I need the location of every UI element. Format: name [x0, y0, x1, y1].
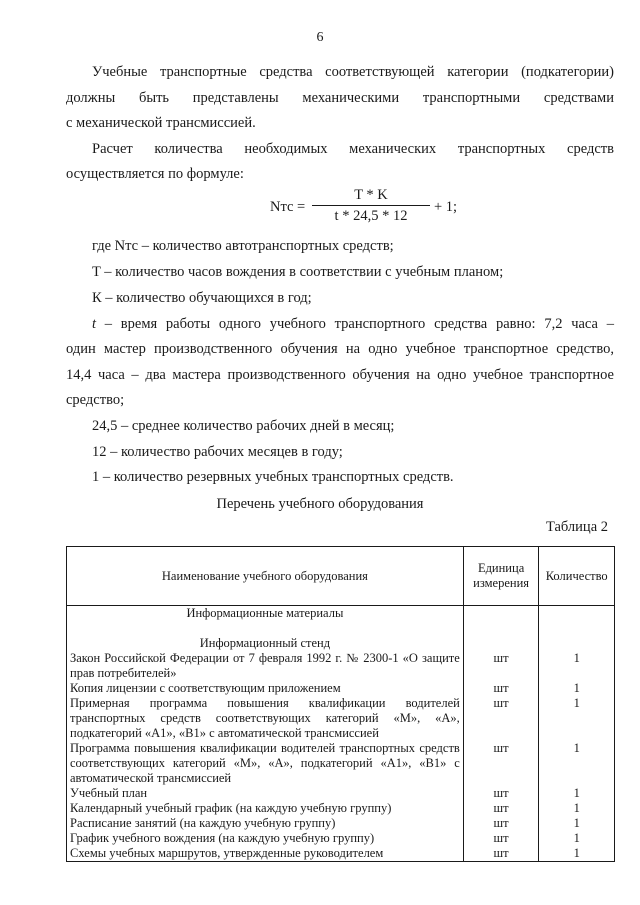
- row-qty: 1: [573, 831, 580, 845]
- row-unit: шт: [493, 801, 509, 815]
- row-qty: 1: [573, 696, 580, 710]
- unit-column-cell: [463, 606, 539, 862]
- definition-t-time-line-4: средство;: [66, 392, 125, 408]
- row-unit: шт: [493, 846, 509, 860]
- paragraph-1-line-2: должны быть представлены механическими транспортными средствами: [66, 90, 614, 106]
- formula-fraction: [312, 186, 430, 225]
- paragraph-2-line-2: осуществляется по формуле:: [66, 166, 244, 182]
- section-title: Информационные материалы: [186, 606, 344, 620]
- paragraph-1-line-3: с механической трансмиссией.: [66, 115, 256, 131]
- row-name: Календарный учебный график (на каждую учебную группу): [70, 801, 392, 815]
- formula-denominator: t * 24,5 * 12: [334, 208, 408, 224]
- header-quantity: Количество: [539, 547, 615, 606]
- row-unit: шт: [493, 831, 509, 845]
- definition-t-time-text: – время работы одного учебного транспортного средства равно: 7,2 часа –: [96, 316, 614, 332]
- row-unit: шт: [493, 741, 509, 755]
- row-name: График учебного вождения (на каждую учебную группу): [70, 831, 375, 845]
- section-spacer: [70, 621, 460, 636]
- row-name: Учебный план: [70, 786, 148, 800]
- formula: [270, 186, 470, 230]
- table-section-cell: [67, 606, 464, 862]
- row-name: Копия лицензии с соответствующим приложением: [70, 681, 341, 695]
- row-name: Схемы учебных маршрутов, утвержденные руководителем: [70, 846, 384, 860]
- row-unit: шт: [493, 816, 509, 830]
- formula-lhs: Nтс =: [270, 199, 306, 215]
- row-unit: шт: [493, 681, 509, 695]
- header-unit: [463, 547, 539, 606]
- row-qty: 1: [573, 816, 580, 830]
- table-number: Таблица 2: [545, 519, 608, 535]
- row-unit: шт: [493, 696, 509, 710]
- paragraph-2-line-1: Расчет количества необходимых механических транспортных средств: [92, 141, 614, 157]
- definition-reserve: 1 – количество резервных учебных транспортных средств.: [92, 469, 454, 485]
- definition-t-hours: T – количество часов вождения в соответствии с учебным планом;: [92, 264, 504, 280]
- definition-ntc: где Nтс – количество автотранспортных средств;: [92, 238, 394, 254]
- header-unit-line-1: Единица: [477, 561, 525, 575]
- row-name: Закон Российской Федерации от 7 февраля 1992 г. № 2300-1 «О защите прав потребителей»: [70, 651, 460, 680]
- row-qty: 1: [573, 846, 580, 860]
- definition-months: 12 – количество рабочих месяцев в году;: [92, 444, 343, 460]
- row-qty: 1: [573, 786, 580, 800]
- row-name: Примерная программа повышения квалификации водителей транспортных средств соответствующих категорий «М», «А», подкатегорий «А1», «В1» с автоматической трансмиссией: [70, 696, 460, 740]
- row-qty: 1: [573, 801, 580, 815]
- row-unit: шт: [493, 786, 509, 800]
- definition-t-time-line-1: [92, 314, 614, 334]
- definition-k: К – количество обучающихся в год;: [92, 290, 312, 306]
- formula-rhs: + 1;: [434, 199, 458, 215]
- quantity-column-cell: [539, 606, 615, 862]
- equipment-table: [66, 546, 615, 862]
- row-qty: 1: [573, 651, 580, 665]
- subsection-title: Информационный стенд: [199, 636, 331, 650]
- row-name: Расписание занятий (на каждую учебную группу): [70, 816, 336, 830]
- row-qty: 1: [573, 741, 580, 755]
- page-number: 6: [316, 30, 324, 45]
- header-name: Наименование учебного оборудования: [67, 547, 464, 606]
- header-unit-line-2: измерения: [473, 576, 530, 590]
- row-unit: шт: [493, 651, 509, 665]
- table-section-row: [67, 606, 615, 862]
- definition-t-time-line-2: один мастер производственного обучения на одно учебное транспортное средство,: [66, 341, 614, 357]
- definition-days: 24,5 – среднее количество рабочих дней в месяц;: [92, 418, 395, 434]
- formula-numerator: T * K: [354, 187, 388, 203]
- table-header-row: [67, 547, 615, 606]
- definition-t-time-line-3: 14,4 часа – два мастера производственного обучения на одно учебное транспортное: [66, 367, 614, 383]
- variable-t: t: [92, 316, 97, 332]
- paragraph-1-line-1: Учебные транспортные средства соответствующей категории (подкатегории): [92, 64, 614, 80]
- table-caption: Перечень учебного оборудования: [216, 496, 424, 512]
- fraction-bar: [312, 205, 430, 206]
- row-name: Программа повышения квалификации водителей транспортных средств соответствующих категорий «М», «А», подкатегорий «А1», «В1» с автоматической трансмиссией: [70, 741, 460, 785]
- row-qty: 1: [573, 681, 580, 695]
